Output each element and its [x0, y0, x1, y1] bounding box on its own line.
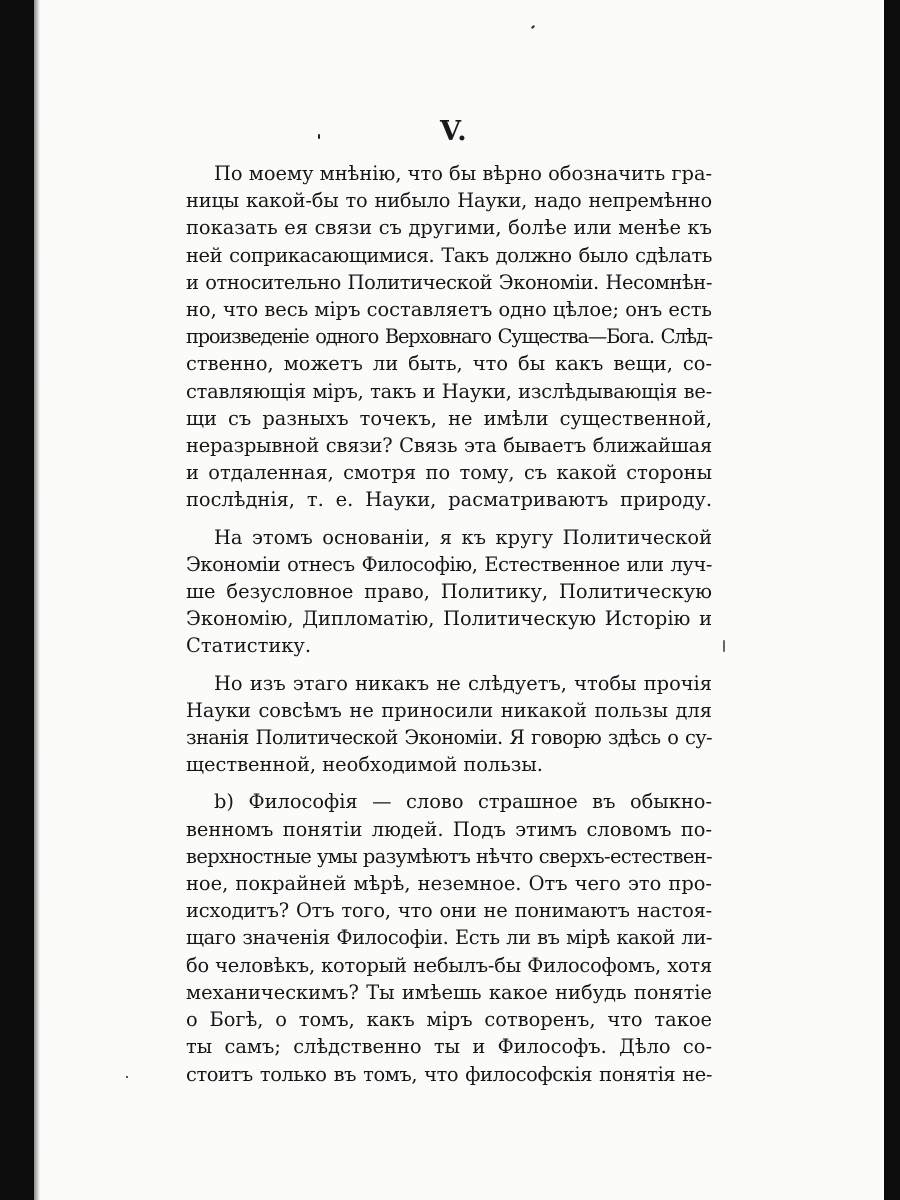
text-line: венномъ понятіи людей. Подъ этимъ словомъ по-	[186, 817, 712, 841]
text-line: ставляющія міръ, такъ и Науки, изслѣдывающія ве-	[186, 379, 712, 403]
text-line: Но изъ этаго никакъ не слѣдуетъ, чтобы прочія	[214, 671, 712, 695]
scan-speck	[531, 25, 535, 29]
text-line: стоитъ только въ томъ, что философскія понятія не-	[186, 1062, 712, 1086]
text-line: Науки совсѣмъ не приносили никакой пользы для	[186, 698, 712, 722]
paragraph-2	[186, 524, 712, 660]
text-line: ное, покрайней мѣрѣ, неземное. Отъ чего это про-	[186, 872, 712, 896]
text-line: щи съ разныхъ точекъ, не имѣли существенной,	[186, 406, 712, 430]
scan-speck	[126, 1076, 128, 1078]
text-line: ницы какой-бы то нибыло Науки, надо непремѣнно	[186, 189, 712, 213]
text-line: ты самъ; слѣдственно ты и Философъ. Дѣло со-	[186, 1035, 712, 1059]
page-number: V.	[440, 116, 468, 147]
text-line: По моему мнѣнію, что бы вѣрно обозначить гра-	[214, 162, 713, 185]
paragraph-3	[186, 670, 712, 779]
text-line: b) Философія — слово страшное въ обыкно-	[214, 790, 712, 814]
text-line: На этомъ основаніи, я къ кругу Политической	[214, 525, 712, 549]
text-line: верхностные умы разумѣютъ нѣчто сверхъ-естествен-	[186, 844, 712, 868]
paragraph-4	[186, 788, 712, 1087]
text-line: знанія Политической Экономіи. Я говорю здѣсь о су-	[186, 726, 712, 750]
text-line: Экономію, Дипломатію, Политическую Исторію и	[186, 607, 712, 631]
text-line: и относительно Политической Экономіи. Несомнѣн-	[186, 270, 712, 294]
text-line: неразрывной связи? Связь эта бываетъ ближайшая	[186, 434, 712, 458]
body-text	[186, 160, 712, 1088]
text-line: но, что весь міръ составляетъ одно цѣлое; онъ есть	[186, 298, 712, 322]
text-line: щественной, необходимой пользы.	[186, 753, 543, 777]
text-line: ней соприкасающимися. Такъ должно было сдѣлать	[186, 243, 712, 267]
scan-speck	[723, 640, 725, 652]
scan-speck	[318, 134, 320, 139]
text-line: механическимъ? Ты имѣешь какое нибудь понятіе	[186, 980, 712, 1004]
text-line: щаго значенія Философіи. Есть ли въ мірѣ какой ли-	[186, 926, 712, 950]
text-line: произведеніе одного Верховнаго Существа—Бога. Слѣд-	[186, 325, 712, 349]
text-line: ше безусловное право, Политику, Политическую	[186, 580, 712, 604]
scan-right-border	[884, 0, 900, 1200]
paragraph-1	[186, 160, 712, 514]
text-line: показать ея связи съ другими, болѣе или менѣе къ	[186, 216, 712, 240]
text-line: и отдаленная, смотря по тому, съ какой стороны	[186, 461, 712, 485]
scan-left-border	[0, 0, 34, 1200]
text-line: послѣднія, т. е. Науки, расматриваютъ природу.	[186, 488, 712, 512]
text-line: исходитъ? Отъ того, что они не понимаютъ настоя-	[186, 899, 712, 923]
text-line: Статистику.	[186, 634, 311, 658]
scan-left-shadow	[34, 0, 40, 1200]
text-line: Экономіи отнесъ Философію, Естественное или луч-	[186, 552, 712, 576]
text-line: о Богѣ, о томъ, какъ міръ сотворенъ, что такое	[186, 1008, 712, 1032]
text-line: ственно, можетъ ли быть, что бы какъ вещи, со-	[186, 352, 712, 376]
text-line: бо человѣкъ, который небылъ-бы Философомъ, хотя	[186, 953, 712, 977]
